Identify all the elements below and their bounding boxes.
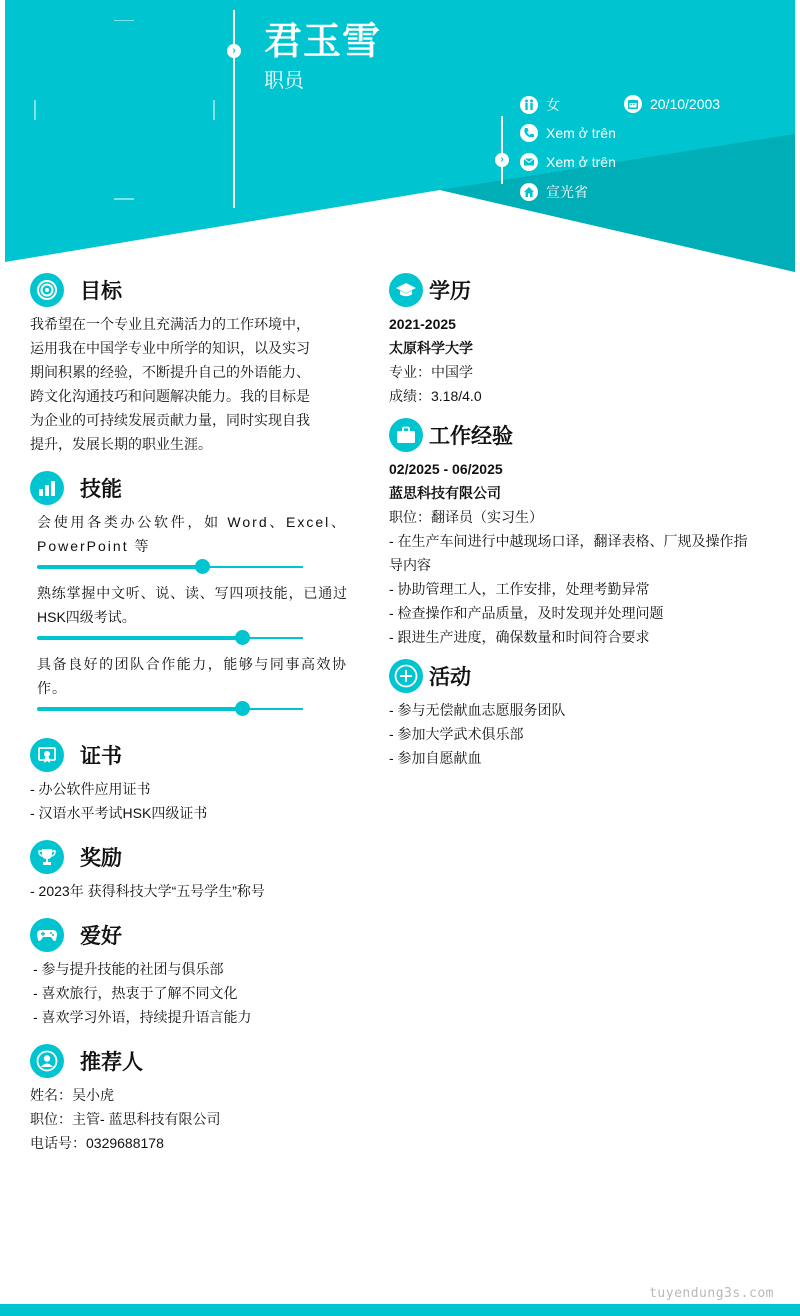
certificate-icon — [30, 738, 64, 772]
skill-item — [37, 510, 347, 568]
graduation-cap-icon — [389, 273, 423, 307]
objective-line: 运用我在中国学专业中所学的知识，以及实习 — [30, 340, 310, 356]
list-item: - 参与无偿献血志愿服务团队 — [389, 702, 566, 718]
skill-knob — [235, 701, 250, 716]
education-major: 专业：中国学 — [389, 364, 473, 380]
list-item: - 参与提升技能的社团与俱乐部 — [33, 961, 224, 977]
list-item: - 参加大学武术俱乐部 — [389, 726, 524, 742]
skill-bar — [37, 708, 303, 710]
list-item: - 办公软件应用证书 — [30, 781, 151, 797]
chevron-right-icon: › — [495, 153, 509, 167]
address-value: 宣光省 — [546, 184, 588, 200]
skill-text: 熟练掌握中文听、说、读、写四项技能，已通过HSK四级考试。 — [37, 585, 347, 625]
experience-duty: - 跟进生产进度，确保数量和时间符合要求 — [389, 629, 650, 645]
reference-position: 职位：主管- 蓝思科技有限公司 — [30, 1111, 221, 1127]
trophy-icon — [30, 840, 64, 874]
experience-position: 职位：翻译员（实习生） — [389, 509, 543, 525]
gender-value: 女 — [546, 97, 560, 113]
section-title: 爱好 — [80, 925, 122, 948]
skill-fill — [37, 636, 242, 640]
section-hobbies — [30, 918, 122, 952]
section-skills — [30, 471, 122, 505]
skill-knob — [235, 630, 250, 645]
footer-bar — [0, 1304, 800, 1316]
info-divider — [501, 116, 503, 184]
user-icon — [30, 1044, 64, 1078]
list-item: - 喜欢学习外语，持续提升语言能力 — [33, 1009, 252, 1025]
section-awards — [30, 840, 122, 874]
experience-duty: - 在生产车间进行中越现场口译，翻译表格、厂规及操作指 — [389, 533, 748, 549]
section-objective — [30, 273, 122, 307]
objective-line: 跨文化沟通技巧和问题解决能力。我的目标是 — [30, 388, 310, 404]
reference-name: 姓名：吴小虎 — [30, 1087, 114, 1103]
birthdate-info — [624, 95, 720, 113]
awards-list — [30, 879, 265, 903]
skill-bar — [37, 637, 303, 639]
skill-bar — [37, 566, 303, 568]
section-title: 奖励 — [80, 847, 122, 870]
home-icon — [520, 183, 538, 201]
education-period: 2021-2025 — [389, 316, 456, 332]
list-item: - 参加自愿献血 — [389, 750, 482, 766]
skill-knob — [195, 559, 210, 574]
reference-phone: 电话号：0329688178 — [30, 1135, 164, 1151]
bar-chart-icon — [30, 471, 64, 505]
experience-company: 蓝思科技有限公司 — [389, 485, 501, 501]
briefcase-icon — [389, 418, 423, 452]
skill-text: 会使用各类办公软件，如 Word、Excel、PowerPoint 等 — [37, 514, 347, 554]
list-item: - 2023年 获得科技大学“五号学生”称号 — [30, 883, 265, 899]
section-title: 目标 — [80, 280, 122, 303]
education-school: 太原科学大学 — [389, 340, 473, 356]
watermark: tuyendung3s.com — [649, 1286, 774, 1301]
address-info — [520, 182, 588, 202]
chevron-right-icon: › — [227, 44, 241, 58]
education-info — [389, 312, 482, 408]
skill-fill — [37, 707, 242, 711]
phone-info — [520, 124, 616, 142]
section-activities — [389, 659, 471, 693]
list-item: - 喜欢旅行，热衷于了解不同文化 — [33, 985, 238, 1001]
email-icon — [520, 153, 538, 171]
section-title: 证书 — [80, 745, 122, 768]
header-divider — [233, 10, 235, 208]
header-banner — [0, 0, 800, 272]
section-certificates — [30, 738, 122, 772]
calendar-icon — [624, 95, 642, 113]
gamepad-icon — [30, 918, 64, 952]
email-info — [520, 153, 616, 171]
objective-line: 我希望在一个专业且充满活力的工作环境中， — [30, 316, 310, 332]
email-value: Xem ở trên — [546, 154, 616, 170]
phone-icon — [520, 124, 538, 142]
experience-duty: - 协助管理工人，工作安排，处理考勤异常 — [389, 581, 650, 597]
phone-value: Xem ở trên — [546, 125, 616, 141]
objective-line: 期间积累的经验，不断提升自己的外语能力、 — [30, 364, 310, 380]
section-title: 学历 — [429, 280, 471, 303]
skill-text: 具备良好的团队合作能力，能够与同事高效协作。 — [37, 656, 347, 696]
objective-line: 提升，发展长期的职业生涯。 — [30, 436, 212, 452]
skill-item — [37, 581, 347, 639]
birthdate-value: 20/10/2003 — [650, 96, 721, 112]
section-education — [389, 273, 471, 307]
experience-duty: - 检查操作和产品质量，及时发现并处理问题 — [389, 605, 664, 621]
photo-placeholder — [34, 20, 216, 200]
hobbies-list — [33, 957, 252, 1029]
objective-line: 为企业的可持续发展贡献力量，同时实现自我 — [30, 412, 310, 428]
candidate-role: 职员 — [264, 70, 304, 92]
education-gpa: 成绩：3.18/4.0 — [389, 388, 482, 404]
section-references — [30, 1044, 143, 1078]
activities-list — [389, 698, 566, 770]
skill-fill — [37, 565, 202, 569]
gender-info — [520, 95, 560, 115]
gender-icon — [520, 96, 538, 114]
objective-text — [30, 312, 360, 456]
section-experience — [389, 418, 513, 452]
section-title: 工作经验 — [429, 425, 513, 448]
references-info — [30, 1083, 221, 1155]
section-title: 推荐人 — [80, 1051, 143, 1074]
experience-period: 02/2025 - 06/2025 — [389, 461, 503, 477]
candidate-name: 君玉雪 — [264, 21, 382, 63]
experience-info — [389, 457, 769, 649]
experience-duty: 导内容 — [389, 557, 431, 573]
section-title: 技能 — [80, 478, 122, 501]
section-title: 活动 — [429, 666, 471, 689]
target-icon — [30, 273, 64, 307]
skill-item — [37, 652, 347, 710]
certificates-list — [30, 777, 207, 825]
plus-circle-icon — [389, 659, 423, 693]
list-item: - 汉语水平考试HSK四级证书 — [30, 805, 208, 821]
